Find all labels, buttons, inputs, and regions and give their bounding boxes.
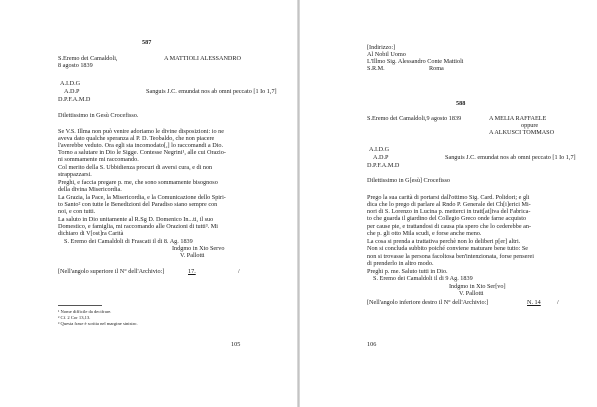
- left-page: [0, 0, 298, 407]
- body-line: to Santo² con tutte le Benedizioni del Paradiso siano sempre con: [58, 201, 218, 208]
- body-line: nori di S. Lorenzo in Lucina p. metterci in tratt[at]iva del Fabrica-: [367, 208, 531, 215]
- body-line: di prenderlo in altro modo.: [367, 260, 434, 267]
- body-line: Domestico, e famiglia, mi raccomando alle Orazioni di tutti³. Mi: [58, 223, 218, 230]
- archive-note: [Nell'angolo superiore il N° dell'Archivio:]: [58, 268, 165, 275]
- body-line: non si trovasse la persona facoltosa ben'intenzionata, forse penserei: [367, 253, 534, 260]
- recipient: A MATTIOLI ALESSANDRO: [164, 55, 241, 62]
- archive-note: [Nell'angolo inferiore destro il N° dell'Archivio:]: [367, 299, 489, 306]
- address-line: L'Illmo Sig. Alessandro Conte Mattioli: [367, 58, 464, 65]
- place-date: S.Eremo dei Camaldoli,: [58, 55, 118, 62]
- address-line: S.R.M.: [367, 65, 385, 72]
- body-line: Torno a salutare in Dio le Sigge. Contesse Negrini¹, alle cui Orazio-: [58, 149, 226, 156]
- body-line: Non si concluda subbito poiché conviene maturare bene tutto: Se: [367, 245, 529, 252]
- dpfamd-line: D.P.F.A.M.D: [367, 162, 400, 169]
- archive-number: N. 14: [527, 299, 541, 306]
- body-line: Prego la sua carità di portarsi dall'ottimo Sig. Card. Polidori; e gli: [367, 194, 530, 201]
- right-page: [299, 0, 597, 407]
- servant-line: Indgmo in Xto Ser[vo]: [449, 283, 506, 290]
- body-line: per cause pie, e trattandosi di causa pia spero che lo cederebbe an-: [367, 223, 532, 230]
- salutation: Dilettissimo in G[esù] Crocefisso: [367, 177, 451, 184]
- signature: V. Pallotti: [459, 290, 484, 297]
- adp-line: A.D.P: [64, 88, 80, 95]
- body-line: Col merito della S. Ubbidienza procuri di aversi cura, e di non: [58, 164, 213, 171]
- adp-line: A.D.P: [373, 154, 389, 161]
- body-line: l'averebbe veduto. Ora egli sta incomodato[,] lo raccomandi a Dio.: [58, 142, 224, 149]
- closing-line: S. Eremo dei Camaldoli il di 9 Ag. 1839: [373, 275, 473, 282]
- archive-mark: /: [557, 299, 559, 306]
- recipient: A MELIA RAFFAELE: [489, 115, 547, 122]
- body-line: ni sommamente mi raccomando.: [58, 156, 139, 163]
- body-line: strappazzarsi.: [58, 171, 92, 178]
- body-line: della divina Misericordia.: [58, 186, 122, 193]
- body-line: noi, e con tutti.: [58, 208, 96, 215]
- footnote-rule: [58, 305, 102, 306]
- body-line: aveva dato qualche speranza al P. D. Teobaldo, che non piacere: [58, 135, 215, 142]
- aidg-line: A.I.D.G: [369, 146, 390, 153]
- closing-line: S. Eremo dei Camaldoli di Frascati il di 8. Ag. 1839: [64, 238, 193, 245]
- archive-mark: /: [238, 268, 240, 275]
- signature: V. Pallotti: [180, 252, 205, 259]
- address-line: [Indirizzo:]: [367, 44, 396, 51]
- dpfamd-line: D.P.F.A.M.D: [58, 96, 91, 103]
- sanguis-line: Sanguis J.C. emundat nos ab omni peccato [1 Io 1,7]: [146, 88, 277, 95]
- letter-number: 588: [456, 100, 466, 107]
- salutation: Dilettissimo in Gesù Crocefisso.: [58, 112, 139, 119]
- body-line: Preghi, e faccia pregare p. me, che sono sommamente bisognoso: [58, 179, 218, 186]
- body-line: to che guarda il giardino del Collegio Greco onde farne acquisto: [367, 215, 527, 222]
- letter-number: 587: [142, 39, 152, 46]
- body-line: dichiaro di V[ost]ra Carità: [58, 230, 124, 237]
- address-line: Al Nobil Uomo: [367, 51, 406, 58]
- date: 8 agosto 1839: [58, 62, 93, 69]
- body-line: dica che lo prego di parlare al Rndo P. Generale dei Ch[i]erici Mi-: [367, 201, 531, 208]
- recipient-alt: A ALKUSCI TOMMASO: [489, 129, 555, 136]
- footnote: ³ Questa frase è scritta nel margine sinistro.: [58, 321, 138, 326]
- body-line: Se V.S. Illma non può venire adoriamo le divine disposizioni: io ne: [58, 128, 224, 135]
- footnote: ¹ Nome difficile da decifrare.: [58, 309, 112, 314]
- body-line: La saluto in Dio unitamente al R.Sg D. Domenico In...ti, il suo: [58, 216, 214, 223]
- body-line: che p. gli otto Mila scudi, e forse anche meno.: [367, 230, 482, 237]
- page-number: 105: [231, 341, 241, 348]
- aidg-line: A.I.D.G: [60, 80, 81, 87]
- archive-number: 17.: [188, 268, 196, 275]
- sanguis-line: Sanguis J.C. emundat nos ab omni peccato [1 Io 1,7]: [445, 154, 576, 161]
- body-line: La Grazia, la Pace, la Misericordia, e la Comunicazione dello Spiri-: [58, 194, 226, 201]
- address-city: Roma: [429, 65, 444, 72]
- footnote: ² Cf. 2 Cor 13,13.: [58, 315, 91, 320]
- page-number: 106: [367, 341, 377, 348]
- recipient-oppure: oppure: [521, 122, 539, 129]
- body-line: La cosa si prenda a trattativa perchè non lo deliberi p[er] altri.: [367, 238, 521, 245]
- servant-line: Indgmo in Xto Servo: [172, 245, 225, 252]
- body-line: Preghi p. me. Saluto tutti in Dio.: [367, 268, 448, 275]
- place-date: S.Eremo dei Camaldoli,9 agosto 1839: [367, 115, 462, 122]
